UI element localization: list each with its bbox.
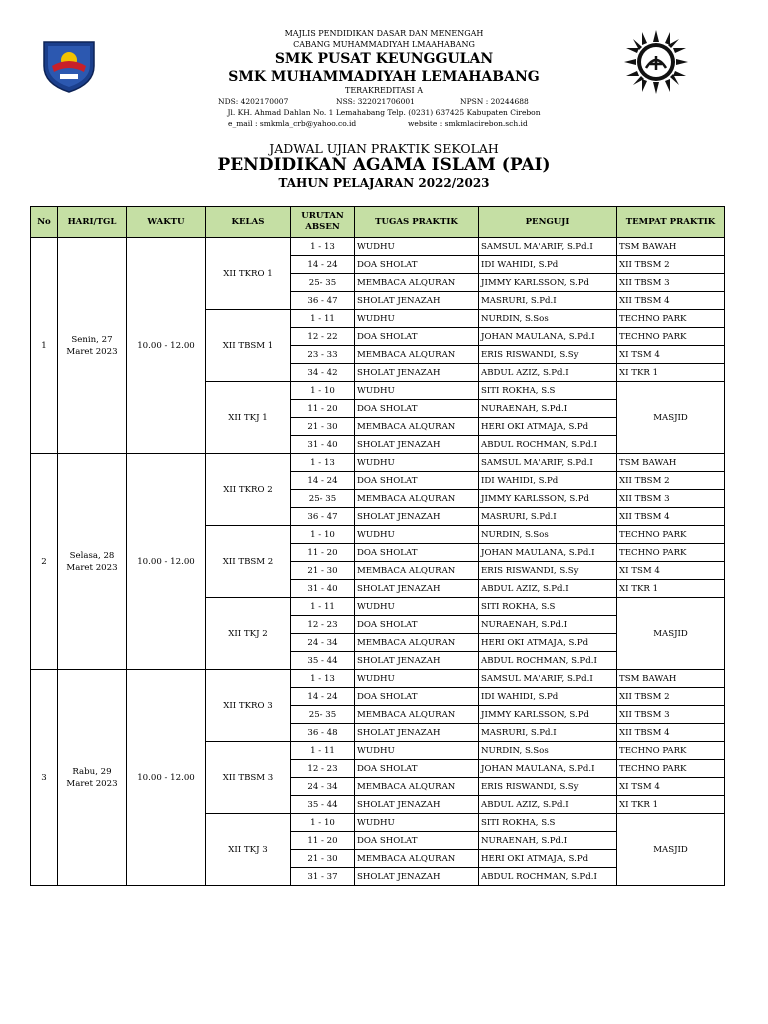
col-time-header: WAKTU (127, 207, 206, 238)
col-place-header: TEMPAT PRAKTIK (617, 207, 725, 238)
absen-range: 31 - 37 (291, 868, 355, 886)
task-name: MEMBACA ALQURAN (355, 490, 479, 508)
absen-range: 25- 35 (291, 706, 355, 724)
examiner-name: NURAENAH, S.Pd.I (479, 616, 617, 634)
class-name: XII TKJ 2 (206, 598, 291, 670)
class-name: XII TBSM 1 (206, 310, 291, 382)
place-name: XII TBSM 4 (617, 292, 725, 310)
task-name: WUDHU (355, 454, 479, 472)
examiner-name: JIMMY KARLSSON, S.Pd (479, 274, 617, 292)
place-name: MASJID (617, 382, 725, 454)
accreditation: TERAKREDITASI A (344, 86, 424, 95)
place-name: XII TBSM 2 (617, 256, 725, 274)
task-name: DOA SHOLAT (355, 544, 479, 562)
examiner-name: NURAENAH, S.Pd.I (479, 400, 617, 418)
day-time: 10.00 - 12.00 (127, 670, 206, 886)
schedule-table (30, 206, 725, 886)
absen-range: 1 - 11 (291, 598, 355, 616)
examiner-name: SAMSUL MA'ARIF, S.Pd.I (479, 238, 617, 256)
examiner-name: NURDIN, S.Sos (479, 526, 617, 544)
absen-range: 11 - 20 (291, 544, 355, 562)
place-name: TSM BAWAH (617, 238, 725, 256)
absen-range: 1 - 13 (291, 238, 355, 256)
absen-range: 23 - 33 (291, 346, 355, 364)
absen-range: 21 - 30 (291, 850, 355, 868)
absen-range: 1 - 11 (291, 310, 355, 328)
examiner-name: HERI OKI ATMAJA, S.Pd (479, 634, 617, 652)
place-name: TSM BAWAH (617, 454, 725, 472)
place-name: XI TKR 1 (617, 364, 725, 382)
examiner-name: SAMSUL MA'ARIF, S.Pd.I (479, 670, 617, 688)
place-name: XII TBSM 2 (617, 472, 725, 490)
absen-range: 21 - 30 (291, 418, 355, 436)
place-name: XII TBSM 4 (617, 724, 725, 742)
task-name: WUDHU (355, 598, 479, 616)
email: e_mail : smkmla_crb@yahoo.co.id (228, 119, 357, 128)
examiner-name: NURDIN, S.Sos (479, 310, 617, 328)
table-body (31, 238, 725, 886)
doc-title-line-2: PENDIDIKAN AGAMA ISLAM (PAI) (217, 155, 551, 175)
examiner-name: MASRURI, S.Pd.I (479, 292, 617, 310)
task-name: SHOLAT JENAZAH (355, 724, 479, 742)
place-name: XI TSM 4 (617, 562, 725, 580)
examiner-name: NURDIN, S.Sos (479, 742, 617, 760)
examiner-name: SITI ROKHA, S.S (479, 598, 617, 616)
place-name: TECHNO PARK (617, 544, 725, 562)
absen-range: 1 - 13 (291, 670, 355, 688)
class-name: XII TKJ 3 (206, 814, 291, 886)
task-name: SHOLAT JENAZAH (355, 580, 479, 598)
table-row (31, 454, 725, 472)
absen-range: 14 - 24 (291, 472, 355, 490)
class-name: XII TKRO 1 (206, 238, 291, 310)
absen-range: 12 - 23 (291, 760, 355, 778)
class-name: XII TKJ 1 (206, 382, 291, 454)
day-date: Selasa, 28 Maret 2023 (58, 454, 127, 670)
task-name: MEMBACA ALQURAN (355, 778, 479, 796)
absen-range: 1 - 10 (291, 382, 355, 400)
task-name: MEMBACA ALQURAN (355, 634, 479, 652)
examiner-name: ABDUL ROCHMAN, S.Pd.I (479, 436, 617, 454)
task-name: SHOLAT JENAZAH (355, 652, 479, 670)
examiner-name: ABDUL AZIZ, S.Pd.I (479, 796, 617, 814)
task-name: WUDHU (355, 238, 479, 256)
npsn-number: NPSN : 20244688 (460, 97, 529, 106)
nds-number: NDS: 4202170007 (218, 97, 289, 106)
absen-range: 31 - 40 (291, 436, 355, 454)
doc-title-line-3: TAHUN PELAJARAN 2022/2023 (278, 176, 490, 190)
absen-range: 35 - 44 (291, 652, 355, 670)
day-date: Senin, 27 Maret 2023 (58, 238, 127, 454)
absen-range: 1 - 11 (291, 742, 355, 760)
examiner-name: ERIS RISWANDI, S.Sy (479, 778, 617, 796)
task-name: MEMBACA ALQURAN (355, 418, 479, 436)
examiner-name: ABDUL AZIZ, S.Pd.I (479, 580, 617, 598)
task-name: WUDHU (355, 526, 479, 544)
place-name: TSM BAWAH (617, 670, 725, 688)
header-line-2: CABANG MUHAMMADIYAH LMAAHABANG (293, 40, 475, 49)
absen-range: 1 - 13 (291, 454, 355, 472)
task-name: SHOLAT JENAZAH (355, 292, 479, 310)
place-name: TECHNO PARK (617, 310, 725, 328)
absen-range: 24 - 34 (291, 778, 355, 796)
examiner-name: JIMMY KARLSSON, S.Pd (479, 706, 617, 724)
col-task-header: TUGAS PRAKTIK (355, 207, 479, 238)
place-name: TECHNO PARK (617, 526, 725, 544)
absen-range: 25- 35 (291, 490, 355, 508)
class-name: XII TKRO 3 (206, 670, 291, 742)
col-absen-header: URUTAN ABSEN (291, 207, 355, 238)
task-name: DOA SHOLAT (355, 256, 479, 274)
absen-range: 1 - 10 (291, 814, 355, 832)
absen-range: 25- 35 (291, 274, 355, 292)
absen-range: 11 - 20 (291, 400, 355, 418)
place-name: XI TSM 4 (617, 346, 725, 364)
examiner-name: HERI OKI ATMAJA, S.Pd (479, 850, 617, 868)
absen-range: 36 - 47 (291, 292, 355, 310)
day-time: 10.00 - 12.00 (127, 238, 206, 454)
absen-range: 34 - 42 (291, 364, 355, 382)
website: website : smkmlacirebon.sch.id (408, 119, 528, 128)
task-name: MEMBACA ALQURAN (355, 850, 479, 868)
task-name: DOA SHOLAT (355, 688, 479, 706)
task-name: SHOLAT JENAZAH (355, 508, 479, 526)
place-name: TECHNO PARK (617, 328, 725, 346)
day-number: 3 (31, 670, 58, 886)
absen-range: 24 - 34 (291, 634, 355, 652)
examiner-name: ABDUL AZIZ, S.Pd.I (479, 364, 617, 382)
place-name: XII TBSM 4 (617, 508, 725, 526)
class-name: XII TKRO 2 (206, 454, 291, 526)
task-name: SHOLAT JENAZAH (355, 868, 479, 886)
col-examiner-header: PENGUJI (479, 207, 617, 238)
task-name: DOA SHOLAT (355, 760, 479, 778)
absen-range: 12 - 23 (291, 616, 355, 634)
absen-range: 36 - 47 (291, 508, 355, 526)
task-name: MEMBACA ALQURAN (355, 274, 479, 292)
absen-range: 12 - 22 (291, 328, 355, 346)
absen-range: 14 - 24 (291, 688, 355, 706)
examiner-name: NURAENAH, S.Pd.I (479, 832, 617, 850)
task-name: DOA SHOLAT (355, 472, 479, 490)
class-name: XII TBSM 3 (206, 742, 291, 814)
nss-number: NSS: 322021706001 (336, 97, 415, 106)
place-name: XI TKR 1 (617, 580, 725, 598)
task-name: SHOLAT JENAZAH (355, 436, 479, 454)
absen-range: 21 - 30 (291, 562, 355, 580)
table-header-row (31, 207, 725, 238)
examiner-name: JOHAN MAULANA, S.Pd.I (479, 328, 617, 346)
absen-range: 36 - 48 (291, 724, 355, 742)
address: Jl. KH. Ahmad Dahlan No. 1 Lemahabang Telp. (0231) 637425 Kabupaten Cirebon (227, 108, 541, 117)
school-name-2: SMK MUHAMMADIYAH LEMAHABANG (228, 69, 540, 85)
examiner-name: JOHAN MAULANA, S.Pd.I (479, 760, 617, 778)
examiner-name: JOHAN MAULANA, S.Pd.I (479, 544, 617, 562)
place-name: XII TBSM 3 (617, 490, 725, 508)
task-name: DOA SHOLAT (355, 616, 479, 634)
examiner-name: IDI WAHIDI, S.Pd (479, 688, 617, 706)
col-date-header: HARI/TGL (58, 207, 127, 238)
class-name: XII TBSM 2 (206, 526, 291, 598)
task-name: SHOLAT JENAZAH (355, 364, 479, 382)
place-name: XI TKR 1 (617, 796, 725, 814)
task-name: MEMBACA ALQURAN (355, 562, 479, 580)
examiner-name: MASRURI, S.Pd.I (479, 508, 617, 526)
school-name-1: SMK PUSAT KEUNGGULAN (274, 51, 494, 67)
place-name: MASJID (617, 598, 725, 670)
absen-range: 1 - 10 (291, 526, 355, 544)
task-name: DOA SHOLAT (355, 328, 479, 346)
examiner-name: SITI ROKHA, S.S (479, 814, 617, 832)
examiner-name: ABDUL ROCHMAN, S.Pd.I (479, 652, 617, 670)
task-name: WUDHU (355, 814, 479, 832)
task-name: WUDHU (355, 670, 479, 688)
place-name: XII TBSM 2 (617, 688, 725, 706)
col-no-header: No (31, 207, 58, 238)
place-name: XII TBSM 3 (617, 274, 725, 292)
place-name: XI TSM 4 (617, 778, 725, 796)
examiner-name: SITI ROKHA, S.S (479, 382, 617, 400)
col-class-header: KELAS (206, 207, 291, 238)
absen-range: 35 - 44 (291, 796, 355, 814)
task-name: DOA SHOLAT (355, 400, 479, 418)
examiner-name: SAMSUL MA'ARIF, S.Pd.I (479, 454, 617, 472)
examiner-name: IDI WAHIDI, S.Pd (479, 472, 617, 490)
examiner-name: ERIS RISWANDI, S.Sy (479, 562, 617, 580)
task-name: WUDHU (355, 382, 479, 400)
examiner-name: MASRURI, S.Pd.I (479, 724, 617, 742)
absen-range: 14 - 24 (291, 256, 355, 274)
day-time: 10.00 - 12.00 (127, 454, 206, 670)
examiner-name: IDI WAHIDI, S.Pd (479, 256, 617, 274)
examiner-name: JIMMY KARLSSON, S.Pd (479, 490, 617, 508)
day-number: 1 (31, 238, 58, 454)
place-name: TECHNO PARK (617, 742, 725, 760)
place-name: MASJID (617, 814, 725, 886)
table-row (31, 238, 725, 256)
place-name: XII TBSM 3 (617, 706, 725, 724)
examiner-name: HERI OKI ATMAJA, S.Pd (479, 418, 617, 436)
task-name: SHOLAT JENAZAH (355, 796, 479, 814)
task-name: WUDHU (355, 742, 479, 760)
task-name: MEMBACA ALQURAN (355, 706, 479, 724)
absen-range: 31 - 40 (291, 580, 355, 598)
place-name: TECHNO PARK (617, 760, 725, 778)
task-name: DOA SHOLAT (355, 832, 479, 850)
task-name: MEMBACA ALQURAN (355, 346, 479, 364)
task-name: WUDHU (355, 310, 479, 328)
examiner-name: ABDUL ROCHMAN, S.Pd.I (479, 868, 617, 886)
absen-range: 11 - 20 (291, 832, 355, 850)
day-number: 2 (31, 454, 58, 670)
header-line-1: MAJLIS PENDIDIKAN DASAR DAN MENENGAH (284, 29, 484, 38)
table-row (31, 670, 725, 688)
day-date: Rabu, 29 Maret 2023 (58, 670, 127, 886)
doc-title-line-1: JADWAL UJIAN PRAKTIK SEKOLAH (269, 141, 499, 156)
examiner-name: ERIS RISWANDI, S.Sy (479, 346, 617, 364)
